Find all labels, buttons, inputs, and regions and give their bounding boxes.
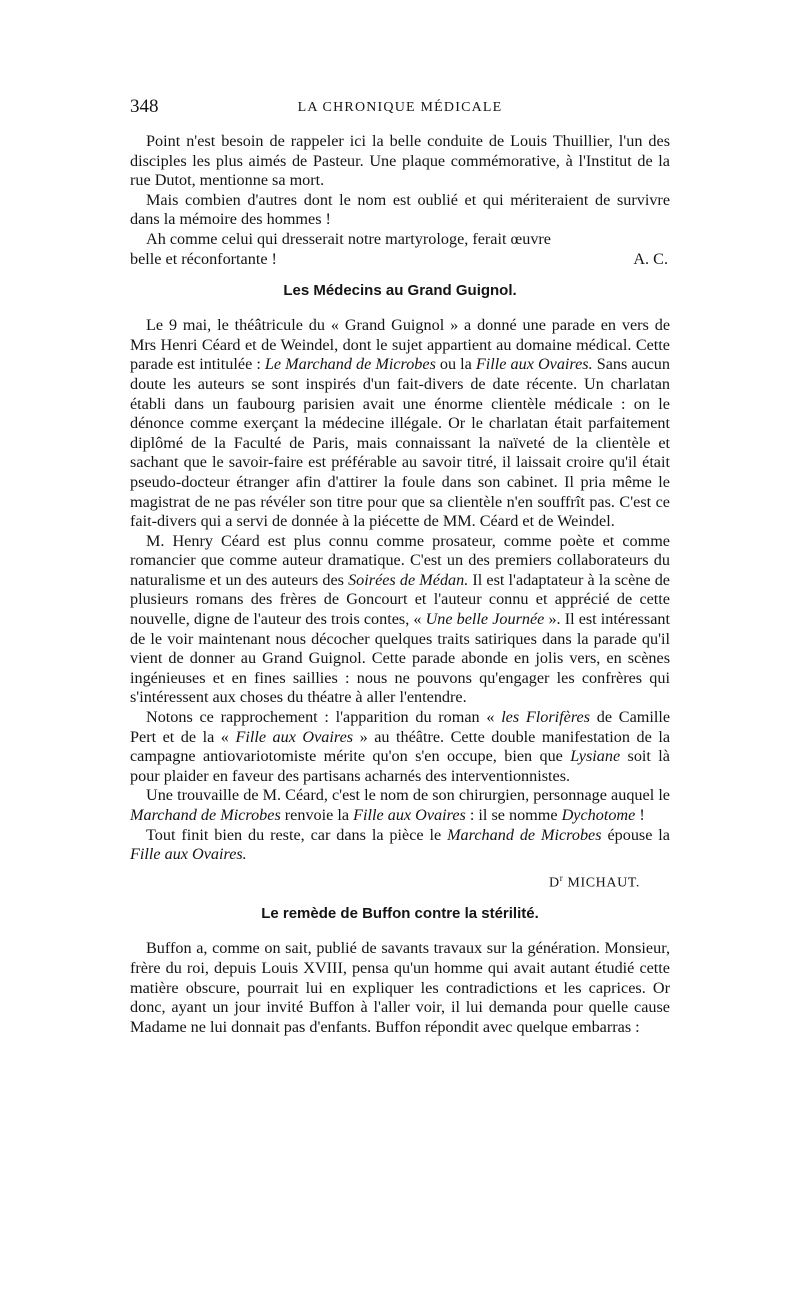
intro-paragraph-3-end: belle et réconfortante ! <box>130 249 277 268</box>
running-head <box>130 96 670 132</box>
intro-paragraph-2: Mais combien d'autres dont le nom est oublié et qui mériteraient de survivre dans la mémoire des hommes ! <box>130 190 670 229</box>
section-heading-grand-guignol: Les Médecins au Grand Guignol. <box>283 282 517 300</box>
section1-paragraph-4: Une trouvaille de M. Céard, c'est le nom de son chirurgien, personnage auquel le Marchand de Microbes renvoie la Fille aux Ovaires : il se nomme Dychotome ! <box>130 786 670 824</box>
intro-paragraph-1: Point n'est besoin de rappeler ici la belle conduite de Louis Thuillier, l'un des disciples les plus aimés de Pasteur. Une plaque commémorative, à l'Institut de la rue Dutot, mentionne sa mort. <box>130 132 670 190</box>
section1-paragraph-1: Le 9 mai, le théâtricule du « Grand Guignol » a donné une parade en vers de Mrs Henri Céard et de Weindel, dont le sujet appartient au domaine médical. Cette parade est intitulée : Le Marchand de Microbes ou la Fille aux Ovaires. Sans aucun doute les auteurs se sont inspirés d'un fait-divers de date récente. Un charlatan établi dans un faubourg parisien avait une énorme clientèle médicale : on le dénonce comme exerçant la médecine illégale. Or le charlatan était parfaitement diplômé de la Faculté de Paris, mais connaissant la naïveté de la clientèle et sachant que le savoir-faire est préférable au savoir titré, il laissait croire qu'il était pseudo-docteur étranger afin d'attirer la foule dans son cabinet. Il pria même le magistrat de ne pas révéler son titre pour que sa clientèle n'en souffrît pas. C'est ce fait-divers qui a servi de donnée à la piécette de MM. Céard et de Weindel. <box>130 316 670 531</box>
section-heading-buffon: Le remède de Buffon contre la stérilité. <box>261 905 539 923</box>
section2-paragraph-1: Buffon a, comme on sait, publié de savants travaux sur la génération. Monsieur, frère du roi, depuis Louis XVIII, pensa qu'un homme qui avait autant étudié cette matière obscure, pourrait lui en expliquer les contradictions et les caprices. Or donc, ayant un jour invité Buffon à l'aller voir, il lui demanda pour quelle cause Madame ne lui donnait pas d'enfants. Buffon répondit avec quelque embarras : <box>130 939 670 1036</box>
intro-closing-line <box>130 250 670 270</box>
intro-signature: A. C. <box>633 249 668 268</box>
author-signature: $D^r$ MICHAUT. <box>548 872 640 891</box>
running-title: LA CHRONIQUE MÉDICALE <box>297 100 503 115</box>
document-page <box>130 96 670 1037</box>
page-number: 348 <box>130 96 159 117</box>
section1-paragraph-3: Notons ce rapprochement : l'apparition du roman « les Florifères de Camille Pert et de la « Fille aux Ovaires » au théâtre. Cette double manifestation de la campagne antiovariotomiste mérite qu'on s'en occupe, bien que Lysiane soit là pour plaider en faveur des partisans acharnés des interventionnistes. <box>130 708 671 785</box>
section1-paragraph-2: M. Henry Céard est plus connu comme prosateur, comme poète et comme romancier que comme auteur dramatique. C'est un des premiers collaborateurs du naturalisme et un des auteurs des Soirées de Médan. Il est l'adaptateur à la scène de plusieurs romans des frères de Goncourt et l'auteur connu et apprécié de cette nouvelle, digne de l'auteur des trois contes, « Une belle Journée ». Il est intéressant de le voir maintenant nous décocher quelques traits satiriques dans la parade qu'il vient de donner au Grand Guignol. Cette parade abonde en jolis vers, en scènes ingénieuses et en fines saillies : nous ne pouvons qu'engager les confrères qui s'intéressent aux choses du théatre à aller l'entendre. <box>130 531 671 707</box>
section1-paragraph-5: Tout finit bien du reste, car dans la pièce le Marchand de Microbes épouse la Fille aux Ovaires. <box>130 825 670 864</box>
intro-paragraph-3: Ah comme celui qui dresserait notre martyrologe, ferait œuvre <box>146 229 551 248</box>
